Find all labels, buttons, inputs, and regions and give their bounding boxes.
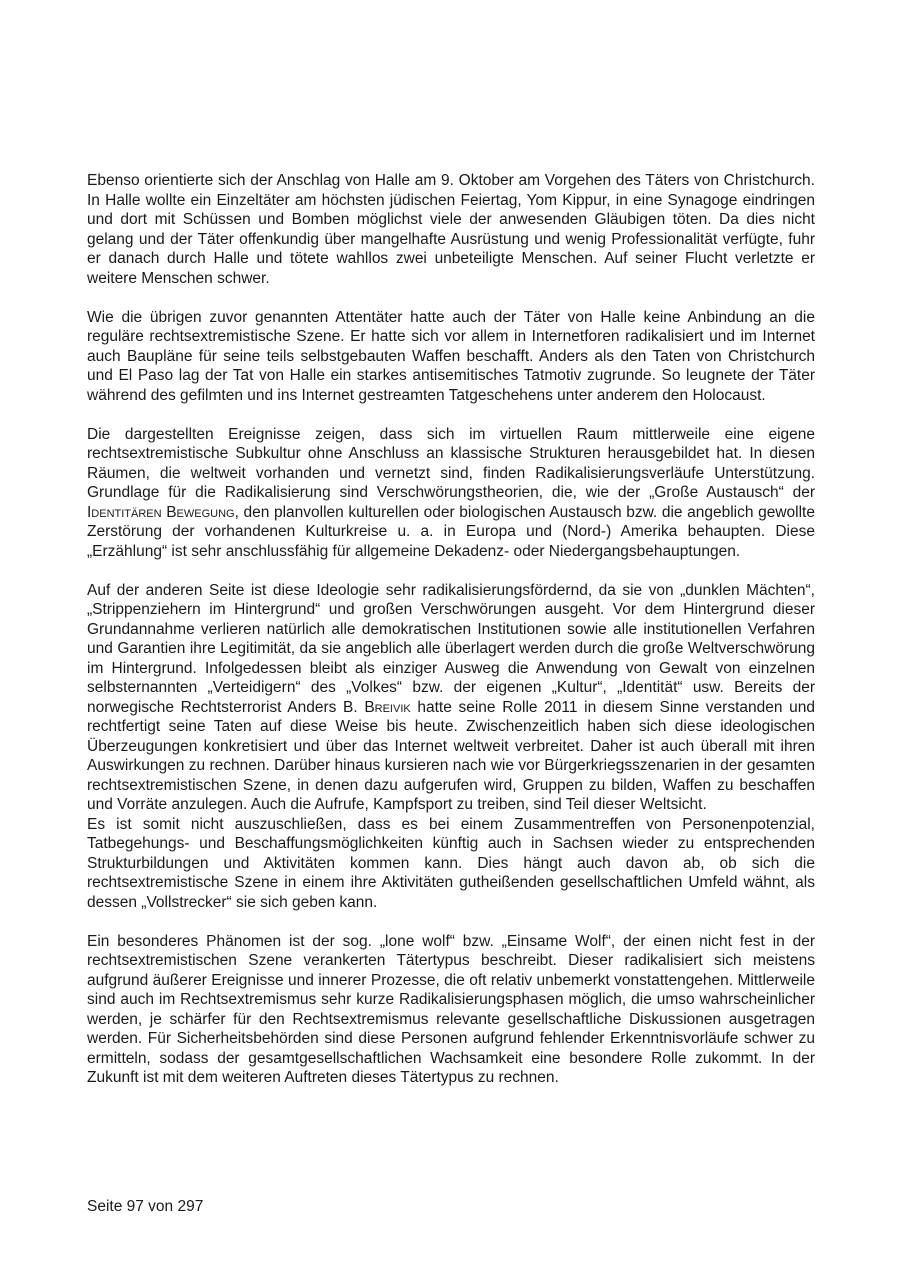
paragraph-virtual-subculture — [87, 425, 815, 562]
organization-name: Identitären Bewegung — [87, 503, 235, 521]
document-body — [87, 171, 815, 1107]
paragraph-ideology-radicalization — [87, 581, 815, 815]
paragraph-lone-wolf: Ein besonderes Phänomen ist der sog. „lone wolf“ bzw. „Einsame Wolf“, der einen nicht fest in der rechtsextremistischen Szene verankerten Tätertypus beschreibt. Dieser radikalisiert sich meistens aufgrund äußerer Ereignisse und innerer Prozesse, die oft relativ unbemerkt vonstattengehen. Mittlerweile sind auch im Rechtsextremismus sehr kurze Radikalisierungsphasen möglich, die umso wahrscheinlicher werden, je schärfer für den Rechtsextremismus relevante gesellschaftliche Diskussionen ausgetragen werden. Für Sicherheitsbehörden sind diese Personen aufgrund fehlender Erkenntnisvorläufe schwer zu ermitteln, sodass der gesamtgesellschaftlichen Wachsamkeit eine besondere Rolle zukommt. In der Zukunft ist mit dem weiteren Auftreten dieses Tätertypus zu rechnen. — [87, 932, 815, 1086]
paragraph-text-segment: hatte seine Rolle 2011 in diesem Sinne verstanden und rechtfertigt seine Taten auf diese Weise bis heute. Zwischenzeitlich haben sich diese ideologischen Überzeugungen konkretisiert und über das Internet weltweit verbreitet. Daher ist auch überall mit ihren Auswirkungen zu rechnen. Darüber hinaus kursieren nach wie vor Bürgerkriegsszenarien in der gesamten rechtsextremistischen Szene, in denen dazu aufgerufen wird, Gruppen zu bilden, Waffen zu beschaffen und Vorräte anzulegen. Auch die Aufrufe, Kampfsport zu treiben, sind Teil dieser Weltsicht. — [87, 698, 815, 813]
paragraph-halle-perpetrator: Wie die übrigen zuvor genannten Attentäter hatte auch der Täter von Halle keine Anbindung an die reguläre rechtsextremistische Szene. Er hatte sich vor allem in Internetforen radikalisiert und im Internet auch Baupläne für seine teils selbstgebauten Waffen beschafft. Anders als den Taten von Christchurch und El Paso lag der Tat von Halle ein starkes antisemitisches Tatmotiv zugrunde. So leugnete der Täter während des gefilmten und ins Internet gestreamten Tatgeschehens unter anderem den Holocaust. — [87, 308, 815, 404]
paragraph-halle-attack: Ebenso orientierte sich der Anschlag von Halle am 9. Oktober am Vorgehen des Täters von Christchurch. In Halle wollte ein Einzeltäter am höchsten jüdischen Feiertag, Yom Kippur, in eine Synagoge eindringen und dort mit Schüssen und Bomben möglichst viele der anwesenden Gläubigen töten. Da dies nicht gelang und der Täter offenkundig über mangelhafte Ausrüstung und wenig Professionalität verfügte, fuhr er danach durch Halle und tötete wahllos zwei unbeteiligte Menschen. Auf seiner Flucht verletzte er weitere Menschen schwer. — [87, 172, 815, 287]
person-name: Breivik — [364, 698, 411, 716]
paragraph-text-segment: Auf der anderen Seite ist diese Ideologie sehr radikalisierungsfördernd, da sie von „dunklen Mächten“, „Strippenziehern im Hintergrund“ und großen Verschwörungen ausgeht. Vor dem Hintergrund dieser Grundannahme verlieren natürlich alle demokratischen Institutionen sowie alle institutionellen Verfahren und Garantien ihre Legitimität, da sie angeblich alle überlagert werden durch die große Weltverschwörung im Hintergrund. Infolgedessen bleibt als einziger Ausweg die Anwendung von Gewalt von einzelnen selbsternannten „Verteidigern“ des „Volkes“ bzw. der eigenen „Kultur“, „Identität“ usw. Bereits der norwegische Rechtsterrorist Anders B. — [87, 581, 815, 716]
paragraph-text-segment: Die dargestellten Ereignisse zeigen, dass sich im virtuellen Raum mittlerweile eine eigene rechtsextremistische Subkultur ohne Anschluss an klassische Strukturen herausgebildet hat. In diesen Räumen, die weltweit vorhanden und vernetzt sind, finden Radikalisierungsverläufe Unterstützung. Grundlage für die Radikalisierung sind Verschwörungstheorien, die, wie der „Große Austausch“ der — [87, 425, 815, 501]
page-number-footer: Seite 97 von 297 — [87, 1198, 204, 1215]
paragraph-saxony-outlook: Es ist somit nicht auszuschließen, dass es bei einem Zusammentreffen von Personenpotenzial, Tatbegehungs- und Beschaffungsmöglichkeiten künftig auch in Sachsen wieder zu entsprechenden Strukturbildungen und Aktivitäten kommen kann. Dies hängt auch davon ab, ob sich die rechtsextremistische Szene in einem ihre Aktivitäten gutheißenden gesellschaftlichen Umfeld wähnt, als dessen „Vollstrecker“ sie sich geben kann. — [87, 815, 815, 911]
paragraph-text-segment: , den planvollen kulturellen oder biologischen Austausch bzw. die angeblich gewollte Zerstörung der vorhandenen Kulturkreise u. a. in Europa und (Nord-) Amerika behaupten. Diese „Erzählung“ ist sehr anschlussfähig für allgemeine Dekadenz- oder Niedergangsbehauptungen. — [87, 503, 815, 560]
